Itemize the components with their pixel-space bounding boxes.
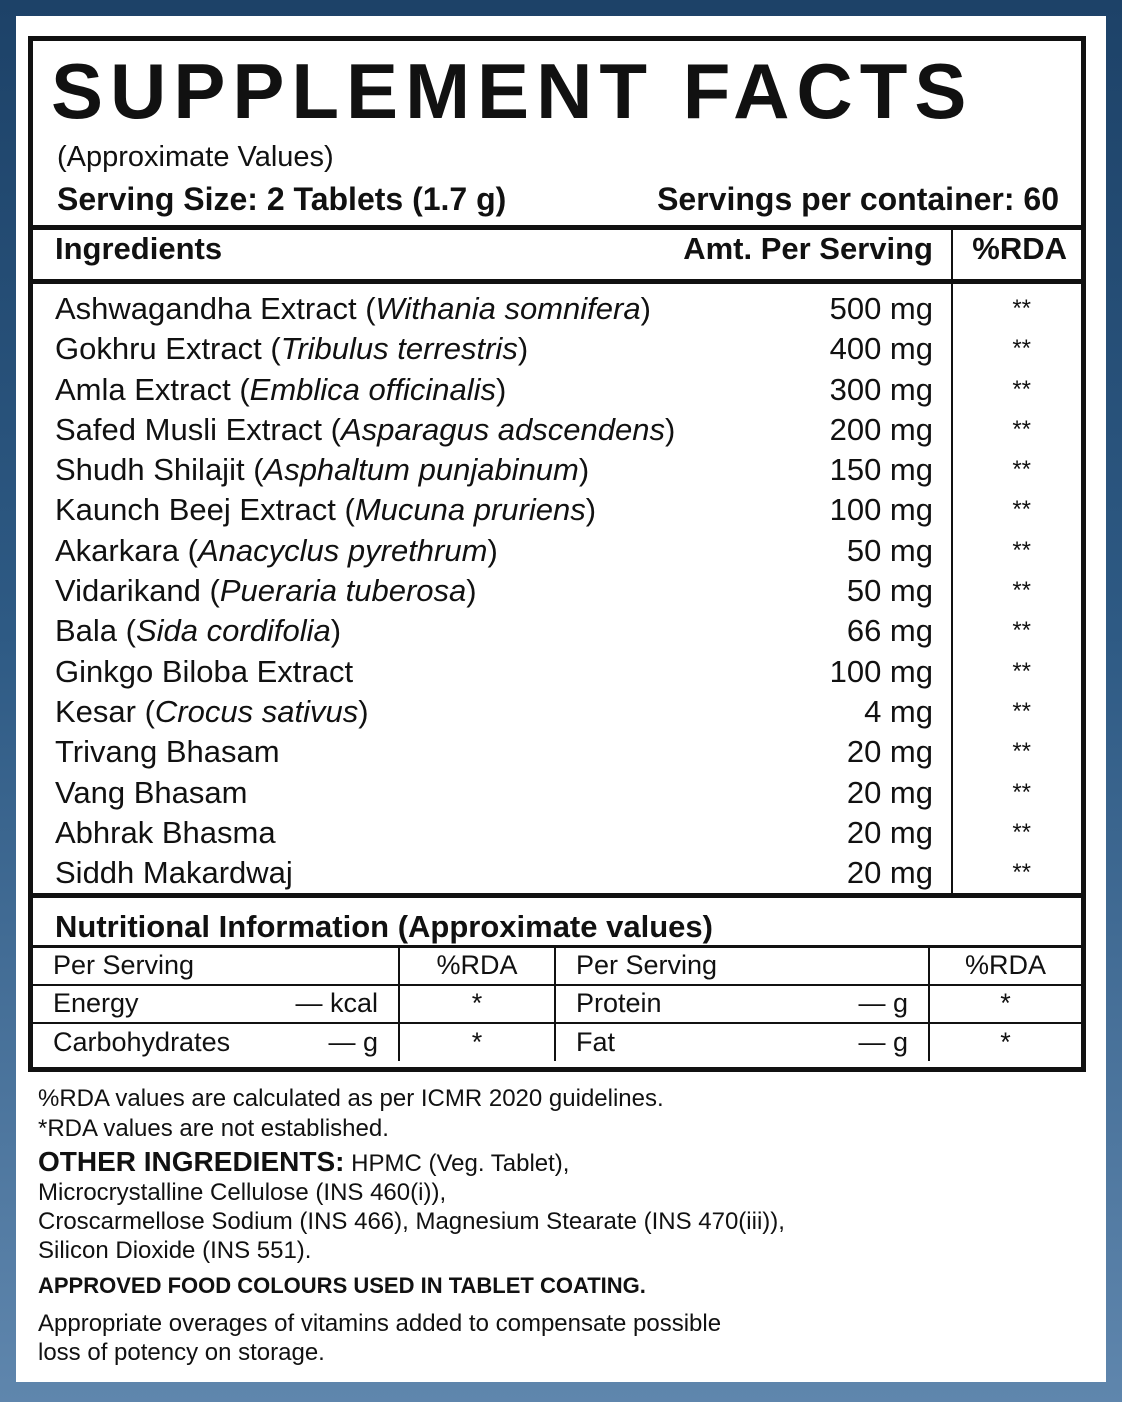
ingredient-latin-name: Mucuna pruriens — [354, 492, 586, 528]
ingredient-name: Vidarikand (Pueraria tuberosa) — [55, 573, 477, 609]
energy-cell — [33, 985, 399, 1023]
ingredient-row — [33, 611, 1081, 651]
ingredient-latin-name: Anacyclus pyrethrum — [197, 532, 488, 568]
ingredient-row — [33, 531, 1081, 571]
ingredient-amount: 200 mg — [829, 411, 933, 447]
ingredient-amount: 66 mg — [846, 613, 933, 649]
nutrition-table — [33, 945, 1081, 1061]
other-ingredients-label: OTHER INGREDIENTS: — [38, 1146, 345, 1177]
protein-cell — [555, 985, 929, 1023]
ingredient-common-name: Kaunch Beej Extract — [55, 492, 336, 528]
ingredient-row — [33, 450, 1081, 490]
ingredient-row — [33, 732, 1081, 772]
ingredient-row — [33, 289, 1081, 329]
ingredient-amount: 300 mg — [829, 371, 933, 407]
nutrient-rda: * — [399, 985, 555, 1023]
rda-not-established-note: *RDA values are not established. — [38, 1115, 389, 1142]
ingredient-latin-name: Crocus sativus — [154, 693, 359, 729]
ingredient-name: Amla Extract (Emblica officinalis) — [55, 371, 507, 407]
nutrient-value: — g — [858, 1026, 908, 1057]
ingredient-rda: ** — [1012, 375, 1031, 403]
rda-header: %RDA — [929, 947, 1081, 985]
overages-note: Appropriate overages of vitamins added to compensate possible — [38, 1310, 722, 1337]
ingredient-amount: 20 mg — [846, 774, 933, 810]
ingredient-name: Shudh Shilajit (Asphaltum punjabinum) — [55, 452, 590, 488]
ingredient-row — [33, 813, 1081, 853]
ingredient-rda: ** — [1012, 617, 1031, 645]
nutrient-label: Energy — [53, 988, 139, 1018]
ingredient-list — [33, 289, 1081, 893]
other-ingredients-text: HPMC (Veg. Tablet), — [351, 1150, 570, 1177]
per-serving-header: Per Serving — [33, 947, 399, 985]
ingredient-name: Bala (Sida cordifolia) — [55, 613, 342, 649]
ingredient-latin-name: Asparagus adscendens — [340, 411, 665, 447]
facts-title: SUPPLEMENT FACTS — [51, 47, 974, 135]
ingredient-common-name: Gokhru Extract — [55, 331, 262, 367]
ingredient-rda: ** — [1012, 415, 1031, 443]
ingredient-rda: ** — [1012, 335, 1031, 363]
other-ingredients-line — [38, 1147, 569, 1178]
food-colours-note: APPROVED FOOD COLOURS USED IN TABLET COATING. — [38, 1273, 646, 1298]
ingredient-row — [33, 329, 1081, 369]
nutrient-label: Protein — [576, 988, 662, 1018]
nutrient-rda: * — [929, 1023, 1081, 1061]
other-ingredients-text: Microcrystalline Cellulose (INS 460(i)), — [38, 1179, 447, 1206]
ingredient-row — [33, 571, 1081, 611]
ingredient-common-name: Kesar — [55, 693, 136, 729]
ingredient-rda: ** — [1012, 818, 1031, 846]
ingredient-amount: 150 mg — [829, 452, 933, 488]
rda-header-label: %RDA — [972, 231, 1067, 266]
ingredient-name: Akarkara (Anacyclus pyrethrum) — [55, 532, 498, 568]
ingredient-amount: 20 mg — [846, 855, 933, 891]
ingredient-amount: 400 mg — [829, 331, 933, 367]
ingredient-row — [33, 692, 1081, 732]
nutrition-row — [33, 1023, 1081, 1061]
divider — [33, 279, 1081, 284]
nutrition-title: Nutritional Information (Approximate values) — [55, 909, 713, 944]
supplement-facts-box — [28, 36, 1086, 1072]
carbohydrates-cell — [33, 1023, 399, 1061]
ingredient-name: Kaunch Beej Extract (Mucuna pruriens) — [55, 492, 597, 528]
ingredient-common-name: Safed Musli Extract — [55, 411, 323, 447]
ingredient-row — [33, 853, 1081, 893]
ingredient-common-name: Ashwagandha Extract — [55, 291, 357, 326]
ingredients-header-label: Ingredients — [55, 231, 223, 266]
ingredient-common-name: Ginkgo Biloba Extract — [55, 653, 354, 689]
other-ingredients-text: Silicon Dioxide (INS 551). — [38, 1237, 312, 1264]
ingredient-rda: ** — [1012, 577, 1031, 605]
amount-header-label: Amt. Per Serving — [683, 231, 933, 266]
ingredient-common-name: Amla Extract — [55, 371, 231, 407]
ingredient-name: Ashwagandha Extract (Withania somnifera) — [55, 291, 651, 326]
ingredient-amount: 20 mg — [846, 734, 933, 770]
serving-size: Serving Size: 2 Tablets (1.7 g) — [57, 181, 507, 217]
ingredient-latin-name: Pueraria tuberosa — [219, 573, 467, 609]
ingredient-common-name: Vang Bhasam — [55, 774, 248, 810]
ingredient-amount: 100 mg — [829, 653, 933, 689]
ingredient-name: Gokhru Extract (Tribulus terrestris) — [55, 331, 529, 367]
ingredient-latin-name: Sida cordifolia — [135, 613, 331, 649]
ingredient-common-name: Akarkara — [55, 532, 180, 568]
nutrient-value: — g — [328, 1026, 378, 1057]
ingredient-latin-name: Tribulus terrestris — [280, 331, 518, 367]
approximate-values-note: (Approximate Values) — [57, 141, 334, 173]
ingredient-rda: ** — [1012, 778, 1031, 806]
nutrient-value: — g — [858, 988, 908, 1018]
ingredient-name: Kesar (Crocus sativus) — [55, 693, 369, 729]
other-ingredients-text: Croscarmellose Sodium (INS 466), Magnesium Stearate (INS 470(iii)), — [38, 1208, 785, 1235]
ingredient-common-name: Abhrak Bhasma — [55, 814, 276, 850]
ingredient-amount: 4 mg — [864, 693, 933, 729]
nutrition-row — [33, 985, 1081, 1023]
ingredient-rda: ** — [1012, 657, 1031, 685]
per-serving-header: Per Serving — [555, 947, 929, 985]
ingredient-common-name: Bala — [55, 613, 118, 649]
ingredient-rda: ** — [1012, 738, 1031, 766]
rda-header: %RDA — [399, 947, 555, 985]
ingredient-name — [55, 853, 293, 893]
ingredient-latin-name: Emblica officinalis — [249, 371, 497, 407]
ingredient-name: Safed Musli Extract (Asparagus adscendens) — [55, 411, 676, 447]
nutrient-value: — kcal — [295, 988, 378, 1018]
ingredient-row — [33, 652, 1081, 692]
overages-note: loss of potency on storage. — [38, 1339, 325, 1366]
divider — [33, 893, 1081, 898]
nutrient-label: Carbohydrates — [53, 1026, 231, 1057]
ingredient-name — [55, 652, 353, 692]
ingredient-row — [33, 490, 1081, 530]
ingredient-row — [33, 410, 1081, 450]
ingredient-row — [33, 773, 1081, 813]
nutrient-rda: * — [929, 985, 1081, 1023]
ingredient-common-name: Trivang Bhasam — [55, 734, 280, 770]
ingredient-rda: ** — [1012, 295, 1031, 322]
ingredient-name — [55, 732, 280, 772]
ingredient-common-name: Shudh Shilajit — [55, 452, 245, 488]
ingredient-rda: ** — [1012, 456, 1031, 484]
rda-note: %RDA values are calculated as per ICMR 2020 guidelines. — [38, 1085, 664, 1112]
ingredient-amount: 500 mg — [829, 291, 933, 326]
nutrient-rda: * — [399, 1023, 555, 1061]
fat-cell — [555, 1023, 929, 1061]
nutrient-label: Fat — [576, 1026, 616, 1057]
ingredients-header — [33, 223, 1081, 279]
ingredient-name — [55, 813, 276, 853]
ingredient-common-name: Vidarikand — [55, 573, 201, 609]
ingredient-rda: ** — [1012, 496, 1031, 524]
supplement-label — [16, 16, 1106, 1382]
ingredient-amount: 50 mg — [846, 573, 933, 609]
ingredient-row — [33, 370, 1081, 410]
servings-per-container: Servings per container: 60 — [657, 181, 1059, 217]
ingredient-rda: ** — [1012, 697, 1031, 725]
ingredient-amount: 100 mg — [829, 492, 933, 528]
ingredient-amount: 50 mg — [846, 532, 933, 568]
ingredient-amount: 20 mg — [846, 814, 933, 850]
ingredient-rda: ** — [1012, 859, 1031, 887]
ingredient-latin-name: Asphaltum punjabinum — [263, 452, 579, 488]
ingredient-common-name: Siddh Makardwaj — [55, 855, 293, 891]
nutrition-header-row — [33, 947, 1081, 985]
ingredient-rda: ** — [1012, 536, 1031, 564]
ingredient-name — [55, 773, 247, 813]
ingredient-latin-name: Withania somnifera — [375, 291, 641, 326]
